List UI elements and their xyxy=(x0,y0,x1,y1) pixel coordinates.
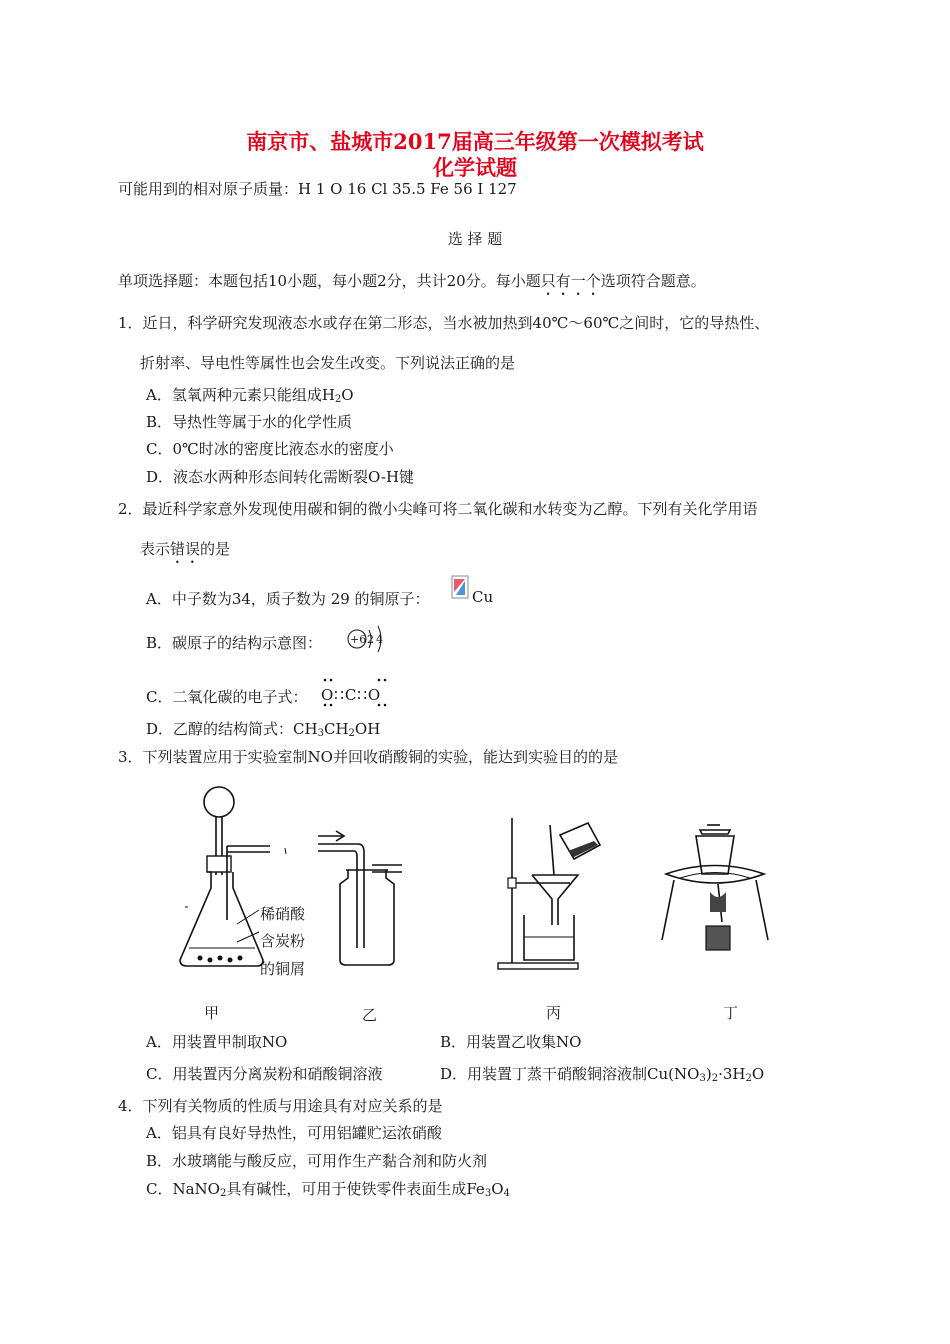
page-subtitle: 化学试题 xyxy=(433,155,517,180)
q1-option-c: C．0℃时冰的密度比液态水的密度小 xyxy=(146,440,394,458)
q4-option-b: B．水玻璃能与酸反应，可用作生产黏合剂和防火剂 xyxy=(146,1152,488,1170)
carbon-shell-1: 2 xyxy=(367,633,374,646)
label-yi: 乙 xyxy=(362,1006,378,1024)
apparatus-yi xyxy=(280,828,410,973)
co2-electron-formula: O∷C∷O xyxy=(321,686,382,704)
q1-option-b: B．导热性等属于水的化学性质 xyxy=(146,413,353,431)
apparatus-bing xyxy=(490,815,615,975)
reagent-label-2: 含炭粉 xyxy=(260,932,306,950)
q2-option-c: C．二氧化碳的电子式： xyxy=(146,688,308,706)
q3-option-d: D．用装置丁蒸干硝酸铜溶液制$Cu(NO_3)_2\cdot 3H_2O$ xyxy=(440,1065,765,1084)
q3-option-c: C．用装置丙分离炭粉和硝酸铜溶液 xyxy=(146,1065,383,1083)
apparatus-ding xyxy=(660,822,775,972)
q4-option-a: A．铝具有良好导热性，可用铝罐贮运浓硝酸 xyxy=(146,1124,442,1142)
reagent-label-3: 的铜屑 xyxy=(260,960,306,978)
reagent-label-1: 稀硝酸 xyxy=(260,905,306,923)
q3-option-b: B．用装置乙收集NO xyxy=(440,1033,582,1051)
section-instruction: 单项选择题：本题包括10小题，每小题2分，共计20分。每小题只有一个选项符合题意。 xyxy=(118,272,706,290)
q2-stem-line2: 表示错误的是 xyxy=(140,540,231,558)
q2-option-b: B．碳原子的结构示意图： xyxy=(146,634,323,652)
page-title: 南京市、盐城市2017届高三年级第一次模拟考试 xyxy=(246,129,704,154)
atomic-masses: 可能用到的相对原子质量：H 1 O 16 Cl 35.5 Fe 56 I 127 xyxy=(118,180,517,198)
instruction-emphasis: 只有一个 xyxy=(540,272,601,290)
q3-option-a: A．用装置甲制取NO xyxy=(146,1033,288,1051)
label-ding: 丁 xyxy=(723,1004,739,1022)
q3-stem: 3．下列装置应用于实验室制NO并回收硝酸铜的实验，能达到实验目的的是 xyxy=(118,748,618,766)
carbon-shell-2: 4 xyxy=(376,633,383,646)
q2-stem-line1: 2．最近科学家意外发现使用碳和铜的微小尖峰可将二氧化碳和水转变为乙醇。下列有关化学用语 xyxy=(118,500,758,518)
q1-stem-line1: 1．近日，科学研究发现液态水或存在第二形态，当水被加热到40℃～60℃之间时，它的导热性、 xyxy=(118,314,770,332)
q2-emphasis: 错误 xyxy=(170,540,201,558)
q4-stem: 4．下列有关物质的性质与用途具有对应关系的是 xyxy=(118,1097,443,1115)
q1-stem-line2: 折射率、导电性等属性也会发生改变。下列说法正确的是 xyxy=(140,354,516,372)
q1-option-d: D．液态水两种形态间转化需断裂O-H键 xyxy=(146,468,415,486)
broken-image-icon xyxy=(451,575,473,603)
q2-cu-symbol: Cu xyxy=(472,588,494,606)
q2-option-d: D．乙醇的结构简式：$CH_3CH_2OH$ xyxy=(146,720,381,739)
q2-option-a: A．中子数为34，质子数为 29 的铜原子： xyxy=(146,590,430,608)
carbon-nucleus: +6 xyxy=(350,633,367,646)
label-jia: 甲 xyxy=(204,1004,220,1022)
q1-option-a: A．氢氧两种元素只能组成$H_2O$ xyxy=(146,386,354,405)
section-heading: 选 择 题 xyxy=(447,230,503,248)
q4-option-c: C．NaNO$_2$具有碱性，可用于使铁零件表面生成$Fe_3O_4$ xyxy=(146,1180,510,1199)
label-bing: 丙 xyxy=(546,1004,562,1022)
electron-dots xyxy=(318,678,393,708)
